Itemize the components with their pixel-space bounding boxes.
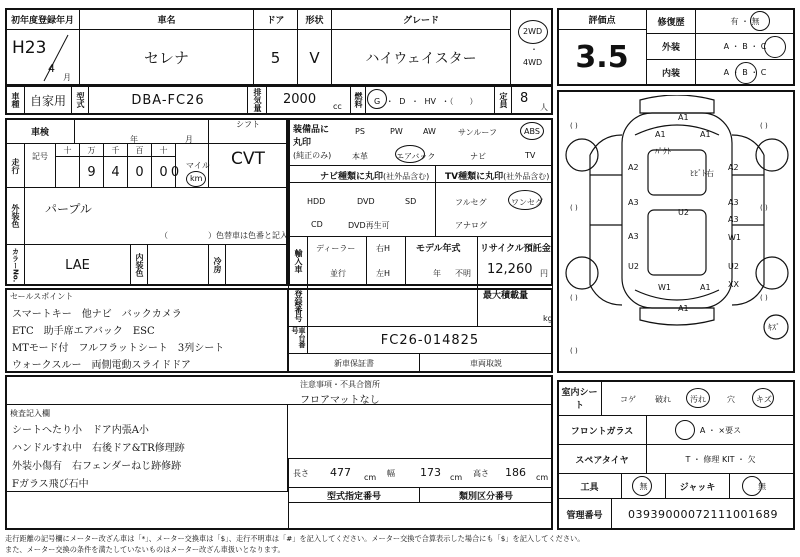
car-diagram [560, 95, 792, 370]
navi-label: ナビ種類に丸印(社外品含む) [320, 172, 430, 182]
mark-a3-l2: A3 [628, 232, 639, 241]
width-label: 幅 [387, 469, 395, 478]
jack-none-circle [742, 476, 762, 496]
mark-a3-r2: A3 [728, 215, 739, 224]
tools-option: 無 [621, 473, 666, 499]
displacement-unit: cc [333, 102, 342, 111]
inspection-month-unit: 月 [185, 135, 193, 144]
notes-label: 注意事項・不具合箇所 [300, 380, 380, 389]
shape-label: 形状 [297, 8, 332, 30]
navi-sd: SD [405, 197, 417, 206]
seat-opt-yabure: 破れ [655, 395, 671, 404]
model-name-value: セレナ [79, 29, 254, 86]
door-value: 5 [253, 29, 298, 86]
recycle-unit: 円 [540, 269, 548, 278]
drive-2wd: 2WD [523, 27, 543, 36]
mark-a3-l1: A3 [628, 198, 639, 207]
repair-none-circle [750, 11, 770, 31]
equip-airbag: エアバック [396, 152, 436, 161]
model-year-unit: 年 [433, 269, 441, 278]
svg-text:( ): ( ) [570, 294, 578, 302]
navi-cd: CD [311, 220, 323, 229]
jack-label: ジャッキ [665, 473, 730, 499]
type-label: 型式 [71, 85, 89, 115]
sales-line-1: スマートキー 他ナビ バックカメラ [12, 309, 182, 320]
door-label: ドア [253, 8, 298, 30]
color-note: （ ）色替車は色番と記入 [160, 231, 288, 240]
tv-label: TV種類に丸印(社外品含む) [445, 172, 550, 182]
shift-value: CVT [208, 130, 288, 188]
int-label: 内装 [646, 59, 696, 86]
mark-kizu: ｷｽﾞ [768, 323, 780, 332]
shape-value: V [297, 29, 332, 86]
color-value: パープル [45, 202, 92, 216]
interior-seat-label: 室内シート [557, 380, 602, 416]
inspector-line-2: ハンドルすれ中 右後ドア&TR修理跡 [12, 443, 185, 454]
fuel-g-circle [367, 89, 387, 109]
usage-label: 車種 [5, 85, 25, 115]
reg-no-cell [307, 285, 478, 327]
footnote-line-2: また、メーター交換の条件を満たしていないものはメーター改ざん車扱いとなります。 [5, 545, 285, 554]
capacity-label: 定員 [494, 85, 512, 115]
shift-label: シフト [208, 118, 288, 144]
color-no-label: カラーNo. [5, 244, 25, 286]
usage-value: 自家用 [24, 85, 72, 115]
ext-c-circle [764, 36, 786, 58]
import-dealer: ディーラー [316, 244, 356, 253]
mileage-digit-2: 0 [127, 156, 152, 188]
mark-xx: XX [728, 280, 739, 289]
import-parallel: 並行 [330, 269, 346, 278]
svg-text:( ): ( ) [570, 204, 578, 212]
equipment-sub-label: (純正のみ) [293, 151, 332, 160]
fuel-label: 燃料 [350, 85, 366, 115]
type-spec-label: 型式指定番号 [288, 487, 420, 503]
warranty-label: 新車保証書 [288, 353, 420, 373]
tv-oneseg: ワンセグ [511, 198, 543, 207]
tools-none-circle [632, 476, 652, 496]
max-load-label: 最大積載量 [483, 291, 529, 301]
notes-value: フロアマットなし [300, 395, 380, 406]
equip-ps: PS [355, 127, 365, 136]
model-name-label: 車名 [79, 8, 254, 30]
score-value: 3.5 [557, 29, 647, 86]
windshield-options: A ・ ×要ス [646, 415, 795, 445]
navi-dvd: DVD [357, 197, 375, 206]
mileage-unit-2: 千 [103, 143, 128, 157]
mark-a1-hood-r: A1 [700, 130, 711, 139]
spare-options: T ・ 修理 KIT ・ 欠 [646, 444, 795, 474]
jack-option: 無 [729, 473, 795, 499]
inspector-line-4: Fガラス飛び石中 [12, 479, 89, 490]
month-value: 4 [48, 62, 55, 75]
interior-color-label: 内装色 [130, 244, 148, 286]
tools-label: 工具 [557, 473, 622, 499]
model-type-value: DBA-FC26 [88, 85, 248, 115]
sales-line-4: ウォークスルー 両側電動スライドドア [12, 360, 191, 371]
height-label: 高さ [473, 469, 489, 478]
tv-fullseg: フルセグ [455, 198, 487, 207]
drive-4wd: 4WD [523, 58, 543, 67]
spare-label: スペアタイヤ [557, 444, 647, 474]
mile-label: マイル [186, 161, 210, 170]
int-b-circle [735, 62, 757, 84]
mark-a1-front: A1 [678, 113, 689, 122]
sales-line-2: ETC 助手席エアバック ESC [12, 326, 155, 337]
capacity-unit: 人 [540, 103, 548, 112]
mileage-first-digit-cell [55, 156, 80, 188]
score-label: 評価点 [557, 8, 647, 30]
sales-points-label: セールスポイント [10, 292, 74, 301]
equip-aw: AW [423, 127, 436, 136]
color-no-value: LAE [24, 244, 131, 286]
drive-dot: ・ [530, 45, 538, 54]
windshield-a-circle [675, 420, 695, 440]
ext-options: A ・ B ・ C [695, 33, 795, 60]
mark-a1-hood-l: A1 [655, 130, 666, 139]
width-unit: cm [450, 473, 463, 482]
mileage-digit-1: 4 [103, 156, 128, 188]
seat-opt-kizu: キズ [756, 395, 772, 404]
svg-text:( ): ( ) [760, 204, 768, 212]
seat-opt-yogore: 汚れ [690, 395, 706, 404]
model-year-label: モデル年式 [416, 244, 461, 254]
inspector-line-3: 外装小傷有 右フェンダーねじ跡修跡 [12, 461, 182, 472]
chassis-label: 車台番号 [288, 326, 308, 354]
int-options: A ・ B ・ C [695, 59, 795, 86]
sales-line-3: MTモード付 フルフラットシート 3列シート [12, 343, 225, 354]
capacity-value: 8 [520, 91, 529, 106]
footnote-line-1: 走行距離の記号欄にメーター改ざん車は「*」、メーター交換車は「$」、走行不明車は「#」を記入してください。メーター交換で合算表示した場合にも「$」を記入してください。 [5, 534, 585, 543]
mileage-unit-0: 十 [55, 143, 80, 157]
manual-label: 車両取説 [419, 353, 553, 373]
height-value: 186 [505, 466, 526, 479]
equip-pw: PW [390, 127, 403, 136]
import-label: 輸入車 [288, 236, 308, 286]
mark-pakuto: ﾊﾟｸﾄ [655, 147, 671, 156]
mark-u2-roof: U2 [678, 208, 689, 217]
length-value: 477 [330, 466, 351, 479]
ac-label: 冷房 [208, 244, 226, 286]
equip-abs: ABS [524, 127, 540, 136]
svg-text:( ): ( ) [570, 347, 578, 355]
inspector-label: 検査記入欄 [10, 409, 50, 418]
inspector-line-1: シートへたり小 ドア内張A小 [12, 425, 149, 436]
windshield-label: フロントガラス [557, 415, 647, 445]
mark-a1-rear: A1 [700, 283, 711, 292]
length-label: 長さ [293, 469, 309, 478]
navi-hdd: HDD [307, 197, 326, 206]
mgmt-label: 管理番号 [557, 498, 612, 530]
equip-leather: 本革 [352, 152, 368, 161]
mark-w1-rear: W1 [658, 283, 671, 292]
mileage-sign-cell [24, 143, 56, 188]
equip-sunroof: サンルーフ [458, 128, 497, 137]
seat-opt-koge: コゲ [620, 395, 636, 404]
max-load-unit: kg [543, 314, 553, 323]
svg-text:( ): ( ) [570, 122, 578, 130]
tv-analog: アナログ [455, 221, 487, 230]
grade-value: ハイウェイスター [331, 29, 511, 86]
reg-no-label: 登録番号 [288, 285, 308, 327]
mileage-label: 走行 [5, 143, 25, 188]
mileage-sub-label: 記号 [32, 152, 48, 161]
equip-navi: ナビ [470, 152, 486, 161]
mark-u2-r: U2 [728, 262, 739, 271]
inspection-label: 車検 [5, 118, 75, 144]
svg-text:( ): ( ) [760, 122, 768, 130]
mileage-digit-3: 0 [151, 156, 176, 188]
import-right: 右H [376, 244, 391, 253]
recycle-label: リサイクル預託金 [480, 244, 551, 254]
recycle-value: 12,260 [487, 262, 533, 277]
fuel-options: G ・ D ・ HV ・（ ） [374, 97, 478, 106]
class-label: 類別区分番号 [419, 487, 553, 503]
mgmt-value: 03939000072111001689 [611, 498, 795, 530]
mileage-unit-4: 十 [151, 143, 176, 157]
interior-color-value [147, 244, 209, 286]
chassis-value: FC26-014825 [307, 326, 553, 354]
length-unit: cm [364, 473, 377, 482]
inspection-year-unit: 年 [130, 135, 138, 144]
mark-hibi: ﾋﾋﾞﾄ右 [690, 169, 714, 178]
first-reg-label: 初年度登録年月 [5, 8, 80, 30]
mileage-unit-1: 万 [79, 143, 104, 157]
displacement-label: 排気量 [247, 85, 267, 115]
svg-text:( ): ( ) [760, 294, 768, 302]
km-label: km [190, 174, 203, 183]
color-label: 外装色 [5, 187, 25, 245]
mark-a2-l: A2 [628, 163, 639, 172]
mark-a2-r: A2 [728, 163, 739, 172]
import-left: 左H [376, 269, 391, 278]
mileage-unit-3: 百 [127, 143, 152, 157]
ext-label: 外装 [646, 33, 696, 60]
mark-a3-r1: A3 [728, 198, 739, 207]
mark-u2-l: U2 [628, 262, 639, 271]
year-value: H23 [12, 38, 47, 58]
month-unit: 月 [63, 73, 71, 82]
equip-tv: TV [525, 151, 536, 160]
mileage-digit-0: 9 [79, 156, 104, 188]
width-value: 173 [420, 466, 441, 479]
mark-a1-bumper: A1 [678, 304, 689, 313]
displacement-value: 2000 [283, 92, 317, 107]
navi-dvd-play: DVD再生可 [348, 221, 390, 230]
model-year-unknown: 不明 [455, 269, 471, 278]
mark-w1-r: W1 [728, 233, 741, 242]
seat-opt-ana: 穴 [727, 395, 735, 404]
equipment-label: 装備品に丸印 [293, 125, 330, 148]
height-unit: cm [536, 473, 549, 482]
notes-cell [5, 375, 553, 405]
grade-label: グレード [331, 8, 511, 30]
repair-label: 修復歴 [646, 8, 696, 34]
repair-options: 有 ・ 無 [695, 8, 795, 34]
